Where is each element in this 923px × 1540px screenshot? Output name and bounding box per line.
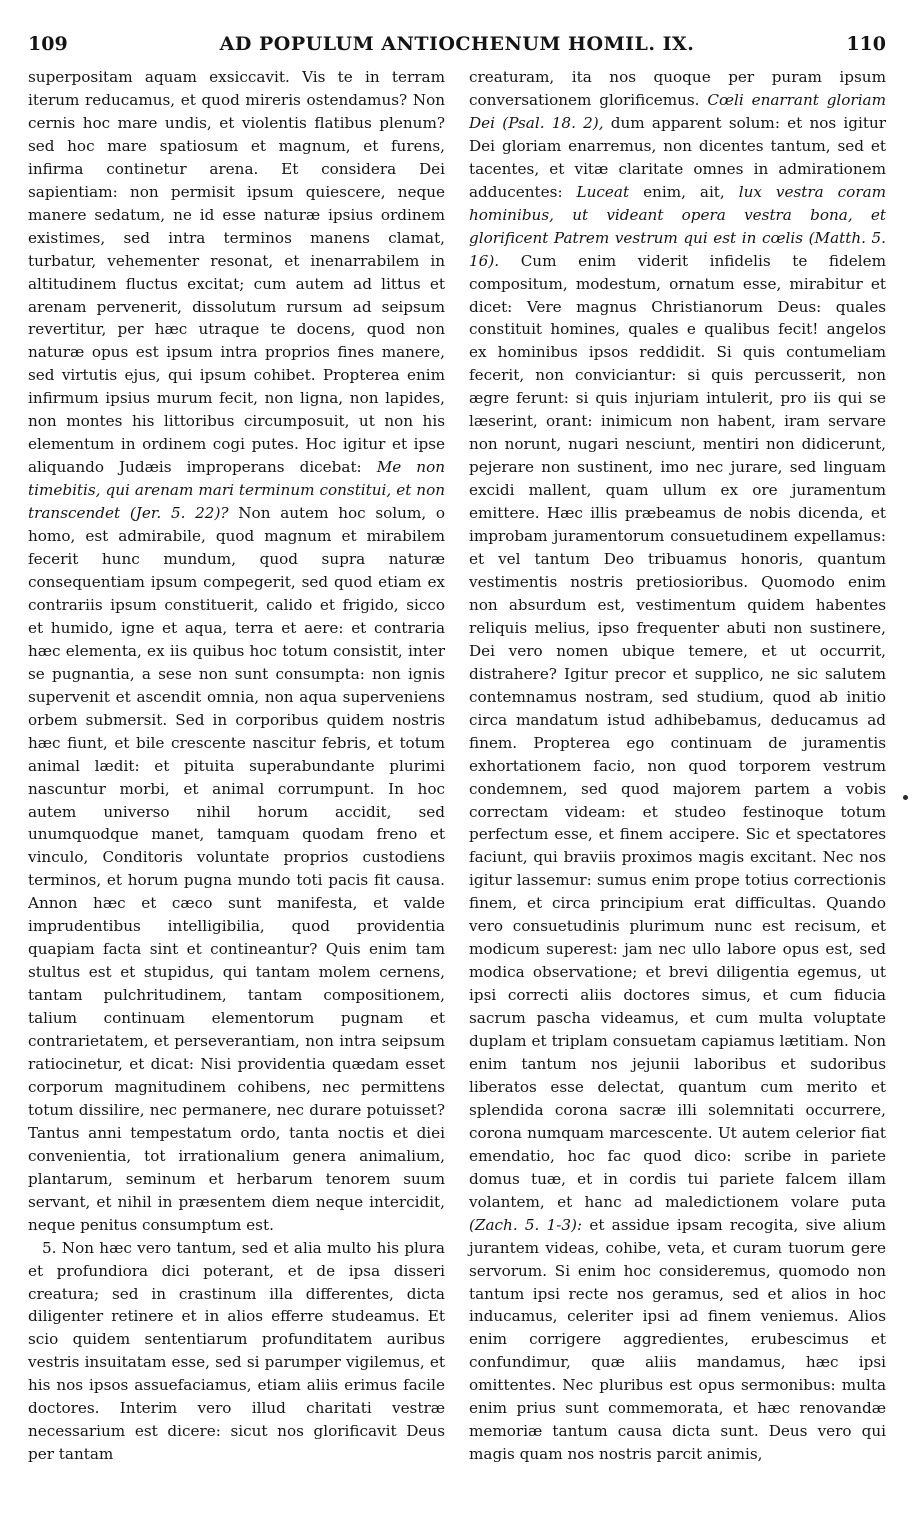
left-column [28, 66, 445, 1466]
scripture-reference: (Zach. 5. 1-3): [469, 1215, 583, 1234]
body-text: creaturam, ita nos quoque per puram ipsum conversationem glorificemus. [469, 68, 886, 109]
body-text: 5. Non hæc vero tantum, sed et alia multo his plura et profundiora dici poterant, et de ipsa disseri creatura; sed in crastinum illa differentes, dicta diligenter retinere et in alios efferre studeamus. Et scio quidem sententiarum profunditatem auribus vestris insuitatam esse, sed si parumper vigilemus, et his nos ipsos assuefaciamus, etiam aliis erimus facile doctores. Interim vero illud charitati vestræ necessarium est dicere: sicut nos glorificavit Deus per tantam [28, 1238, 445, 1464]
running-header [28, 33, 886, 63]
body-text: dum apparent solum: et nos igitur Dei gloriam enarremus, non dicentes tantum, sed et tacentes, et vitæ claritate omnes in admirationem adducentes: [469, 113, 887, 201]
scripture-quote: lux vestra coram hominibus, ut videant opera vestra bona, et glorificent Patrem vestrum qui est in cœlis [469, 182, 887, 247]
paragraph-continuation [28, 66, 445, 1237]
scripture-quote: Luceat [576, 182, 630, 201]
body-text: enim, ait, [643, 182, 725, 201]
paragraph-5 [28, 1237, 445, 1467]
page-number-right: 110 [846, 33, 886, 55]
body-text: et assidue ipsam recogita, sive alium jurantem videas, cohibe, veta, et curam tuorum gere servorum. Si enim hoc consideremus, quomodo non tantum ipsi recte nos geramus, sed et alios in hoc inducamus, celeriter ipsi ad finem veniemus. Alios enim corrigere aggredientes, erubescimus et confundimur, quæ aliis mandamus, hæc ipsi omittentes. Nec pluribus est opus sermonibus: multa enim prius sunt commemorata, et hæc renovandæ memoriæ tantum causa dicta sunt. Deus vero qui magis quam nos nostris parcit animis, [469, 1215, 887, 1464]
paragraph-continuation [469, 66, 886, 1466]
scripture-reference: (Matth. 5. 16). [469, 228, 887, 270]
page-number-left: 109 [28, 33, 68, 55]
print-speck [903, 795, 908, 800]
scripture-reference: (Psal. 18. 2), [502, 113, 604, 132]
running-title: AD POPULUM ANTIOCHENUM HOMIL. IX. [219, 33, 695, 55]
right-column [469, 66, 886, 1466]
body-text: superpositam aquam exsiccavit. Vis te in terram iterum reducamus, et quod mireris ostendamus? Non cernis hoc mare undis, et violentis flatibus plenum? sed hoc mare spatiosum et magnum, et furens, infirma continetur arena. Et considera Dei sapientiam: non permisit ipsum quiescere, neque manere sedatum, ne id esse naturæ ipsius ordinem existimes, sed intra terminos manens clamat, turbatur, vehementer resonat, et inenarrabilem in altitudinem fluctus excitat; cum autem ad littus et arenam pervenerit, dissolutum rursum ad seipsum revertitur, per hæc utraque te docens, quod non naturæ opus est ipsum intra proprios fines manere, sed virtutis ejus, qui ipsum cohibet. Propterea enim infirmum ipsius murum fecit, non ligna, non lapides, non montes his littoribus circumposuit, ut non his elementum in ordinem cogi putes. Hoc igitur et ipse aliquando Judæis improperans dicebat: [28, 68, 445, 477]
scripture-quote: Me non timebitis, qui arenam mari terminum constitui, et non transcendet [28, 458, 446, 523]
scripture-quote: Cœli enarrant gloriam Dei [469, 90, 887, 132]
body-text: Non autem hoc solum, o homo, est admirabile, quod magnum et mirabilem fecerit hunc mundum, quod supra naturæ consequentiam ipsum compegerit, sed quod etiam ex contrariis ipsum constituerit, calido et frigido, sicco et humido, igne et aqua, terra et aere: et contraria hæc elementa, ex iis quibus hoc totum consistit, inter se pugnantia, a sese non sunt consumpta: non ignis supervenit et ascendit omnia, non aqua superveniens orbem submersit. Sed in corporibus quidem nostris hæc fiunt, et bile crescente nascitur febris, et totum animal lædit: et pituita superabundante plurimi nascuntur morbi, et animal corrumpunt. In hoc autem universo nihil horum accidit, sed unumquodque manet, tamquam quodam freno et vinculo, Conditoris voluntate proprios custodiens terminos, et horum pugna mundo toti pacis fit causa. Annon hæc et cæco sunt manifesta, et valde imprudentibus intelligibilia, quod providentia quapiam facta sint et contineantur? Quis enim tam stultus est et stupidus, qui tantam molem cernens, tantam pulchritudinem, tantam compositionem, talium continuam elementorum pugnam et contrarietatem, et perseverantiam, non intra seipsum ratiocinetur, et dicat: Nisi providentia quædam esset corporum magnitudinem cohibens, nec permittens totum dissilire, nec permanere, nec durare potuisset? Tantus anni tempestatum ordo, tanta noctis et diei convenientia, tot irrationalium genera animalium, plantarum, seminum et herbarum tenorem suum servant, et nihil in præsentem diem neque intercidit, neque penitus consumptum est. [28, 504, 446, 1234]
body-text: Cum enim viderit infidelis te fidelem compositum, modestum, ornatum esse, mirabitur et dicet: Vere magnus Christianorum Deus: quales constituit homines, quales e qualibus fecit! angelos ex hominibus ipsos reddidit. Si quis contumeliam fecerit, non conviciantur: si quis percusserit, non ægre ferunt: si quis injuriam intulerit, pro iis qui se læserint, orant: inimicum non habent, iram servare non norunt, nugari nesciunt, mentiri non didicerunt, pejerare non sustinent, imo nec jurare, sed linguam excidi mallent, quam ullum ex ore juramentum emittere. Hæc illis præbeamus de nobis dicenda, et improbam juramentorum consuetudinem expellamus: et vel tantum Deo tribuamus honoris, quantum vestimentis nostris pretiosioribus. Quomodo enim non absurdum est, vestimentum quidem habentes reliquis melius, ipso frequenter abuti non sustinere, Dei vero nomen ubique temere, et ut occurrit, distrahere? Igitur precor et supplico, ne sic salutem contemnamus nostram, sed studium, quod ab initio circa mandatum istud adhibebamus, deducamus ad finem. Propterea ego continuam de juramentis exhortationem facio, non quod torporem vestrum condemnem, sed quod majorem partem a vobis correctam videam: et studeo festinoque totum perfectum esse, et finem accipere. Sic et spectatores faciunt, qui braviis proximos magis excitant. Nec nos igitur lassemur: sumus enim prope totius correctionis finem, et circa principium erat difficultas. Quando vero consuetudinis plurimum nunc est recisum, et modicum superest: jam nec ullo labore opus est, sed modica observatione; et brevi diligentia egemus, ut ipsi correcti aliis doctores simus, et cum fiducia sacrum pascha videamus, et cum multa voluptate duplam et triplam consuetam capiamus lætitiam. Non enim tantum nos jejunii laboribus et sudoribus liberatos esse delectat, quantum cum merito et splendida corona sacræ illi solemnitati occurrere, corona numquam marcescente. Ut autem celerior fiat emendatio, hoc fac quod dico: scribe in pariete domus tuæ, et in cordis tui pariete falcem illam volantem, et hanc ad maledictionem volare puta [469, 251, 886, 1211]
scripture-reference: (Jer. 5. 22)? [129, 504, 229, 523]
